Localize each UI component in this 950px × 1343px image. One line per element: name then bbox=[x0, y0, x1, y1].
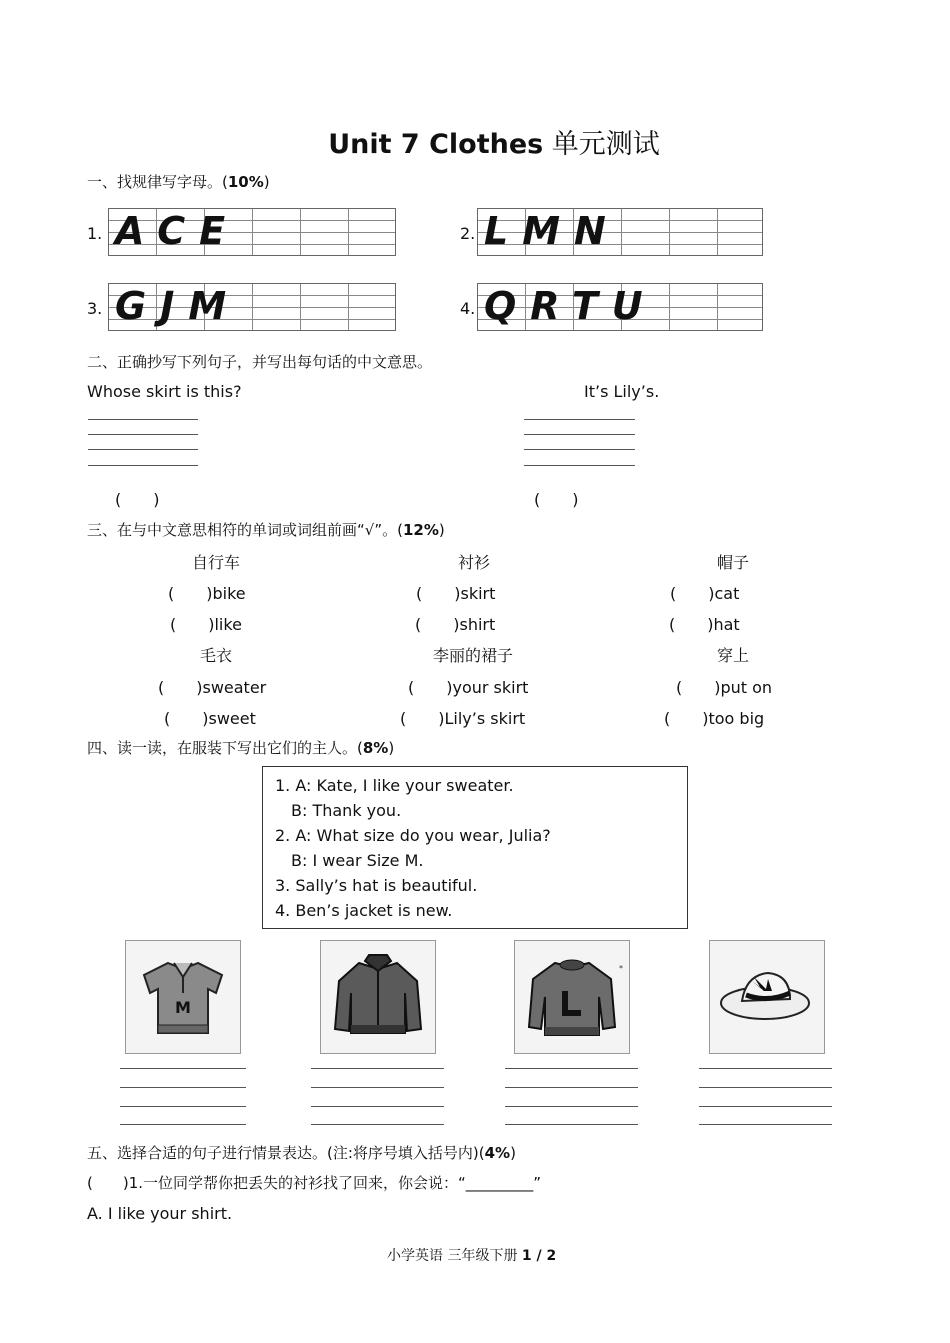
meaning-blank-2[interactable]: ( ) bbox=[534, 490, 579, 509]
cn-word-shirt: 衬衫 bbox=[458, 553, 491, 572]
reading-line: 4. Ben’s jacket is new. bbox=[275, 901, 453, 920]
grid-1-letters: ACE bbox=[115, 209, 240, 253]
cn-word-hat: 帽子 bbox=[717, 553, 750, 572]
footer-text: 小学英语 三年级下册 bbox=[387, 1248, 522, 1264]
jacket-picture bbox=[320, 940, 436, 1054]
owner-line[interactable] bbox=[120, 1068, 246, 1069]
grid-4-letters: QRTU bbox=[484, 284, 657, 328]
option-hat[interactable]: ( )hat bbox=[669, 615, 740, 634]
page-number: 1 / 2 bbox=[521, 1248, 557, 1264]
sentence-2: It’s Lily’s. bbox=[584, 382, 660, 401]
reading-line: 2. A: What size do you wear, Julia? bbox=[275, 826, 551, 845]
owner-line[interactable] bbox=[505, 1124, 638, 1125]
reading-line: B: I wear Size M. bbox=[291, 851, 424, 870]
section-1-heading bbox=[87, 171, 270, 192]
owner-line[interactable] bbox=[505, 1106, 638, 1107]
option-sweater[interactable]: ( )sweater bbox=[158, 678, 267, 697]
item-2-number: 2. bbox=[460, 224, 476, 243]
option-too-big[interactable]: ( )too big bbox=[664, 709, 765, 728]
option-like[interactable]: ( )like bbox=[170, 615, 242, 634]
letter-grid-1[interactable] bbox=[108, 208, 396, 256]
option-lilys-skirt[interactable]: ( )Lily’s skirt bbox=[400, 709, 526, 728]
grid-2-letters: LMN bbox=[484, 209, 620, 253]
cn-word-put-on: 穿上 bbox=[717, 646, 750, 665]
section-3-heading bbox=[87, 519, 445, 540]
sec1-heading-text: 一、找规律写字母。( bbox=[87, 173, 228, 191]
sec4-score: 8% bbox=[362, 739, 389, 757]
owner-line[interactable] bbox=[120, 1106, 246, 1107]
item-3-number: 3. bbox=[87, 299, 103, 318]
sec3-score: 12% bbox=[402, 521, 439, 539]
grid-3-letters: GJM bbox=[115, 284, 241, 328]
sec3-heading-text: 三、在与中文意思相符的单词或词组前画“√”。( bbox=[87, 521, 403, 539]
copy-line[interactable] bbox=[88, 465, 198, 466]
letter-grid-2[interactable] bbox=[477, 208, 763, 256]
item-4-number: 4. bbox=[460, 299, 476, 318]
page-title bbox=[0, 122, 950, 161]
svg-text:*: * bbox=[619, 964, 623, 973]
reading-line: 3. Sally’s hat is beautiful. bbox=[275, 876, 478, 895]
sec5-close: ) bbox=[510, 1144, 516, 1162]
meaning-blank-1[interactable]: ( ) bbox=[115, 490, 160, 509]
shirt-letter: M bbox=[175, 998, 191, 1017]
owner-line[interactable] bbox=[699, 1124, 832, 1125]
option-a: A. I like your shirt. bbox=[87, 1204, 233, 1223]
owner-line[interactable] bbox=[120, 1087, 246, 1088]
footer bbox=[387, 1245, 556, 1265]
copy-line[interactable] bbox=[524, 449, 635, 450]
owner-line[interactable] bbox=[699, 1106, 832, 1107]
owner-line[interactable] bbox=[505, 1087, 638, 1088]
copy-line[interactable] bbox=[88, 449, 198, 450]
owner-line[interactable] bbox=[311, 1068, 444, 1069]
copy-line[interactable] bbox=[88, 434, 198, 435]
sec5-score: 4% bbox=[484, 1144, 511, 1162]
sec3-close: ) bbox=[438, 521, 445, 539]
letter-grid-4[interactable] bbox=[477, 283, 763, 331]
hat-picture bbox=[709, 940, 825, 1054]
section-4-heading bbox=[87, 737, 394, 758]
copy-line[interactable] bbox=[88, 419, 198, 420]
letter-grid-3[interactable] bbox=[108, 283, 396, 331]
reading-line: 1. A: Kate, I like your sweater. bbox=[275, 776, 514, 795]
owner-line[interactable] bbox=[699, 1068, 832, 1069]
title-rest: 单元测试 bbox=[543, 129, 660, 160]
cn-word-sweater: 毛衣 bbox=[200, 646, 233, 665]
copy-line[interactable] bbox=[524, 419, 635, 420]
copy-line[interactable] bbox=[524, 434, 635, 435]
title-bold: Unit 7 Clothes bbox=[328, 129, 544, 160]
copy-line[interactable] bbox=[524, 465, 635, 466]
option-put-on[interactable]: ( )put on bbox=[676, 678, 773, 697]
cn-word-lilys-skirt: 李丽的裙子 bbox=[433, 646, 514, 665]
owner-line[interactable] bbox=[699, 1087, 832, 1088]
sec4-close: ) bbox=[388, 739, 395, 757]
sec1-close: ) bbox=[263, 173, 270, 191]
section-2-heading: 二、正确抄写下列句子，并写出每句话的中文意思。 bbox=[87, 353, 433, 371]
cn-word-bike: 自行车 bbox=[192, 553, 241, 572]
sec1-score: 10% bbox=[227, 173, 264, 191]
owner-line[interactable] bbox=[311, 1106, 444, 1107]
owner-line[interactable] bbox=[311, 1087, 444, 1088]
option-bike[interactable]: ( )bike bbox=[168, 584, 246, 603]
sec4-heading-text: 四、读一读，在服装下写出它们的主人。( bbox=[87, 739, 363, 757]
option-cat[interactable]: ( )cat bbox=[670, 584, 740, 603]
section-5-heading bbox=[87, 1142, 516, 1163]
item-1-number: 1. bbox=[87, 224, 103, 243]
owner-line[interactable] bbox=[120, 1124, 246, 1125]
question-5-1[interactable]: ( )1.一位同学帮你把丢失的衬衫找了回来，你会说：“_________” bbox=[87, 1174, 542, 1192]
shirt-picture bbox=[125, 940, 241, 1054]
reading-line: B: Thank you. bbox=[291, 801, 402, 820]
sentence-1: Whose skirt is this? bbox=[87, 382, 242, 401]
option-shirt[interactable]: ( )shirt bbox=[415, 615, 496, 634]
owner-line[interactable] bbox=[311, 1124, 444, 1125]
sec5-heading-text: 五、选择合适的句子进行情景表达。(注:将序号填入括号内)( bbox=[87, 1144, 485, 1162]
sweater-picture bbox=[514, 940, 630, 1054]
owner-line[interactable] bbox=[505, 1068, 638, 1069]
option-skirt[interactable]: ( )skirt bbox=[416, 584, 496, 603]
option-sweet[interactable]: ( )sweet bbox=[164, 709, 256, 728]
reading-box bbox=[262, 766, 688, 929]
option-your-skirt[interactable]: ( )your skirt bbox=[408, 678, 529, 697]
